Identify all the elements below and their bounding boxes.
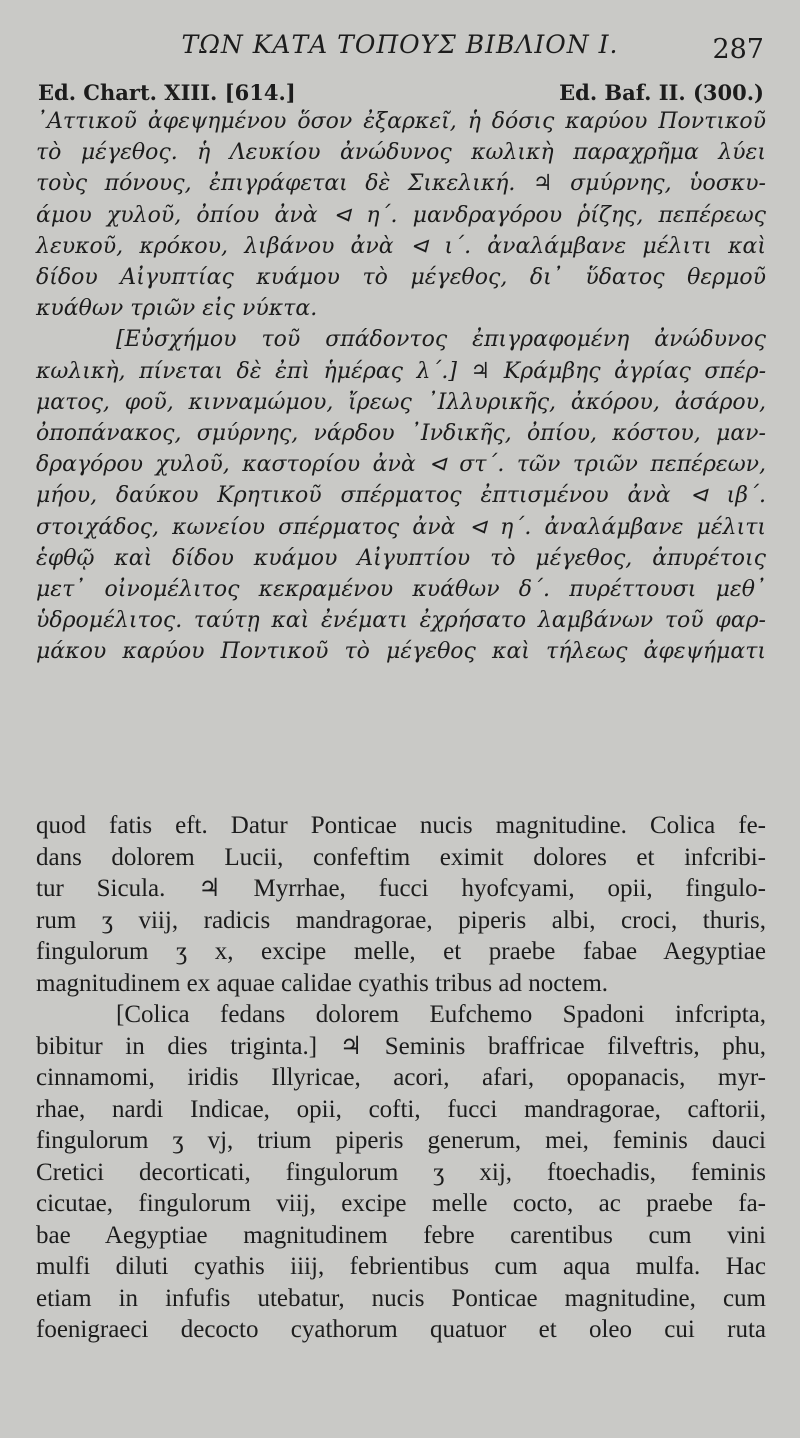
greek-line: μάκου καρύου Ποντικοῦ τὸ μέγεθος καὶ τήλεως ἀφεψήματι (36, 639, 766, 665)
greek-line: ὀποπάνακος, σμύρνης, νάρδου ᾿Ινδικῆς, ὀπίου, κόστου, μαν- (36, 421, 766, 447)
greek-line: [Εὐσχήμου τοῦ σπάδοντος ἐπιγραφομένη ἀνώδυνος (116, 327, 766, 353)
edition-reference-right: Ed. Baf. II. (300.) (559, 80, 764, 105)
greek-line: δραγόρου χυλοῦ, καστορίου ἀνὰ ⊲ στ΄. τῶν τριῶν πεπέρεων, (36, 452, 766, 478)
latin-line: rhae, nardi Indicae, opii, cofti, fucci mandragorae, caftorii, (36, 1095, 766, 1123)
greek-line: τοὺς πόνους, ἐπιγράφεται δὲ Σικελική. ♃ σμύρνης, ὑοσκυ- (36, 171, 766, 197)
greek-line: κυάθων τριῶν εἰς νύκτα. (36, 296, 318, 322)
greek-line: μήου, δαύκου Κρητικοῦ σπέρματος ἐπτισμένου ἀνὰ ⊲ ιβ΄. (36, 483, 766, 509)
latin-line: dans dolorem Lucii, confeftim eximit dolores et infcribi- (36, 843, 766, 871)
latin-line: bibitur in dies triginta.] ♃ Seminis braffricae filveftris, phu, (36, 1032, 766, 1060)
greek-line: άμου χυλοῦ, ὀπίου ἀνὰ ⊲ η΄. μανδραγόρου ῥίζης, πεπέρεως (36, 202, 766, 228)
greek-line: κωλικὴ, πίνεται δὲ ἐπὶ ἡμέρας λ΄.] ♃ Κράμβης ἀγρίας σπέρ- (36, 358, 766, 384)
latin-line: rum ʒ viij, radicis mandragorae, piperis albi, croci, thuris, (36, 906, 766, 934)
edition-reference-left: Ed. Chart. XIII. [614.] (38, 80, 296, 105)
latin-line: cinnamomi, iridis Illyricae, acori, afari, opopanacis, myr- (36, 1064, 766, 1091)
latin-line: foenigraeci decocto cyathorum quatuor et oleo cui ruta (36, 1316, 766, 1343)
latin-line: fingulorum ʒ vj, trium piperis generum, mei, feminis dauci (36, 1127, 766, 1154)
greek-line: λευκοῦ, κρόκου, λιβάνου ἀνὰ ⊲ ι΄. ἀναλάμβανε μέλιτι καὶ (36, 233, 766, 259)
running-header: ΤΩΝ ΚΑΤΑ ΤΟΠΟΥΣ ΒΙΒΛΙΟΝ Ι. (181, 30, 619, 59)
latin-line: tur Sicula. ♃ Myrrhae, fucci hyofcyami, opii, fingulo- (36, 875, 766, 902)
latin-line: [Colica fedans dolorem Eufchemo Spadoni infcripta, (116, 1001, 766, 1028)
greek-line: ᾿Αττικοῦ ἀφεψημένου ὅσον ἐξαρκεῖ, ἡ δόσις καρύου Ποντικοῦ (36, 109, 766, 134)
greek-line: ὑδρομέλιτος. ταύτῃ καὶ ἐνέματι ἐχρήσατο λαμβάνων τοῦ φαρ- (36, 608, 766, 634)
greek-line: μετ᾿ οἰνομέλιτος κεκραμένου κυάθων δ΄. πυρέττουσι μεθ᾿ (36, 577, 766, 603)
page-number: 287 (712, 34, 764, 65)
greek-line: δίδου Αἰγυπτίας κυάμου τὸ μέγεθος, δι᾿ ὕδατος θερμοῦ (36, 265, 766, 291)
latin-line: cicutae, fingulorum viij, excipe melle cocto, ac praebe fa- (36, 1190, 766, 1217)
greek-line: τὸ μέγεθος. ἡ Λευκίου ἀνώδυνος κωλικὴ παραχρῆμα λύει (36, 140, 766, 166)
greek-text-block (36, 106, 766, 668)
latin-line: bae Aegyptiae magnitudinem febre carentibus cum vini (36, 1221, 766, 1249)
greek-line: στοιχάδος, κωνείου σπέρματος ἀνὰ ⊲ η΄. ἀναλάμβανε μέλιτι (36, 514, 766, 540)
latin-line: magnitudinem ex aquae calidae cyathis tribus ad noctem. (36, 969, 609, 997)
latin-text-block (36, 810, 766, 1346)
greek-line: ἑφθῷ καὶ δίδου κυάμου Αἰγυπτίου τὸ μέγεθος, ἀπυρέτοις (36, 545, 766, 571)
latin-line: Cretici decorticati, fingulorum ʒ xij, ftoechadis, feminis (36, 1158, 766, 1186)
latin-line: quod fatis eft. Datur Ponticae nucis magnitudine. Colica fe- (36, 812, 766, 839)
latin-line: etiam in infufis utebatur, nucis Ponticae magnitudine, cum (36, 1284, 766, 1312)
greek-line: ματος, φοῦ, κινναμώμου, ἴρεως ᾿Ιλλυρικῆς, ἀκόρου, ἀσάρου, (36, 389, 766, 415)
latin-line: mulfi diluti cyathis iiij, febrientibus cum aqua mulfa. Hac (36, 1253, 766, 1280)
latin-line: fingulorum ʒ x, excipe melle, et praebe fabae Aegyptiae (36, 938, 766, 965)
